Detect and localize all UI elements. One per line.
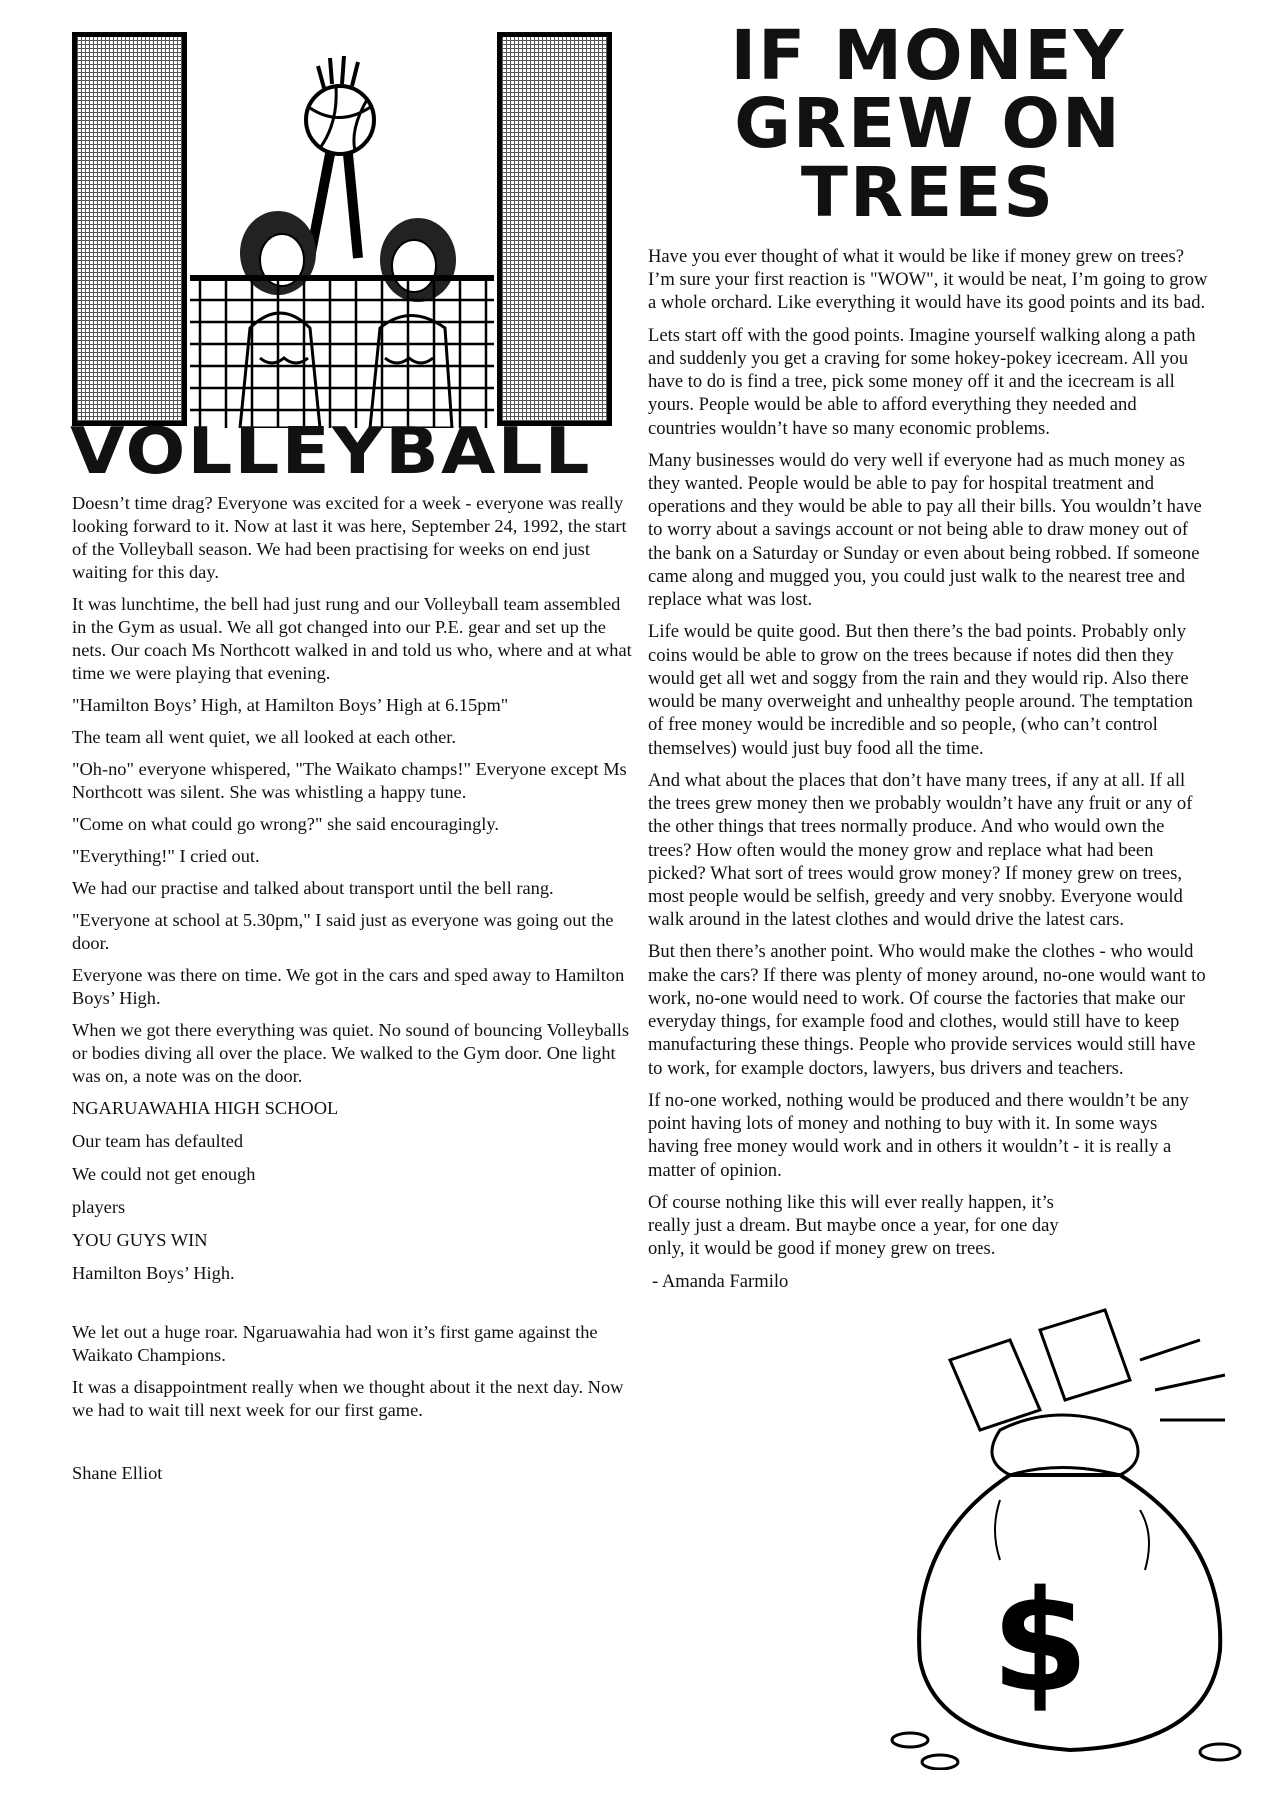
door-note <box>72 1097 632 1285</box>
paragraph: Life would be quite good. But then there’s the bad points. Probably only coins would be able to grow on the trees because if notes did then they would get all wet and soggy from the rain and they would rip. Also there would be many overweight and unhealthy people around. The temptation of free money would be incredible and so people, (who can’t control themselves) would just buy food all the time. <box>648 621 1193 759</box>
volleyball-article <box>72 28 632 1494</box>
paragraph: Have you ever thought of what it would be like if money grew on trees? I’m sure your first reaction is "WOW", it would be neat, I’m going to grow a whole orchard. Like everything it would have its good points and its bad. <box>648 245 1208 314</box>
money-title-line: GREW ON <box>734 84 1122 165</box>
note-line: YOU GUYS WIN <box>72 1230 208 1250</box>
paragraph: It was a disappointment really when we thought about it the next day. Now we had to wait till next week for our first game. <box>72 1377 624 1420</box>
paragraph: "Everything!" I cried out. <box>72 846 260 866</box>
paragraph: The team all went quiet, we all looked at each other. <box>72 727 457 747</box>
paragraph: And what about the places that don’t have many trees, if any at all. If all the trees grew money then we probably wouldn’t have any fruit or any of the other things that trees normally produce. And who would own the trees? How often would the money grow and replace what had been picked? What sort of trees would grow money? If money grew on trees, most people would be selfish, greedy and very snobby. Everyone would walk around in the latest clothes and would drive the latest cars. <box>648 769 1193 931</box>
paragraph: Lets start off with the good points. Imagine yourself walking along a path and suddenly you get a craving for some hokey-pokey icecream. All you have to do is find a tree, pick some money off it and the icecream is all yours. People would be able to afford everything they needed and countries wouldn’t have so many economic problems. <box>648 324 1196 439</box>
paragraph: It was lunchtime, the bell had just rung and our Volleyball team assembled in the Gym as usual. We all got changed into our P.E. gear and set up the nets. Our coach Ms Northcott walked in and told us who, where and at what time we were playing that evening. <box>72 594 632 683</box>
note-line: We could not get enough <box>72 1164 256 1184</box>
paragraph: But then there’s another point. Who would make the clothes - who would make the cars? If there was plenty of money around, no-one would want to work, no-one would need to work. Of course the factories that make our everyday things, for example food and clothes, would still have to keep manufacturing these things. People who provide services would still have to work, for example doctors, lawyers, bus drivers and teachers. <box>648 941 1206 1079</box>
money-title-line: TREES <box>800 152 1056 233</box>
paragraph: Of course nothing like this will ever really happen, it’s really just a dream. But maybe once a year, for one day only, it would be good if money grew on trees. <box>648 1191 1059 1260</box>
volleyball-header-art <box>72 28 612 428</box>
money-author: - Amanda Farmilo <box>652 1270 789 1292</box>
paragraph: "Hamilton Boys’ High, at Hamilton Boys’ High at 6.15pm" <box>72 695 509 715</box>
note-line: NGARUAWAHIA HIGH SCHOOL <box>72 1098 339 1118</box>
paragraph: Everyone was there on time. We got in the cars and sped away to Hamilton Boys’ High. <box>72 965 625 1008</box>
money-article <box>648 16 1208 1302</box>
note-line: players <box>72 1197 126 1217</box>
volleyball-body <box>72 492 632 1088</box>
hatched-panel-right <box>497 32 612 426</box>
note-line: Hamilton Boys’ High. <box>72 1263 235 1283</box>
paragraph: When we got there everything was quiet. No sound of bouncing Volleyballs or bodies diving all over the place. We walked to the Gym door. One light was on, a note was on the door. <box>72 1020 630 1086</box>
hatched-panel-left <box>72 32 187 426</box>
dollar-sign-icon: $ <box>991 1561 1089 1724</box>
money-title-line: IF MONEY <box>730 16 1126 96</box>
paragraph: We let out a huge roar. Ngaruawahia had won it’s first game against the Waikato Champions. <box>72 1322 598 1365</box>
paragraph: If no-one worked, nothing would be produced and there wouldn’t be any point having lots of money and nothing to buy with it. In some ways having free money would work and in others it wouldn’t - it is really a matter of opinion. <box>648 1089 1189 1181</box>
paragraph: "Come on what could go wrong?" she said encouragingly. <box>72 814 500 834</box>
money-title <box>648 16 1208 233</box>
note-line: Our team has defaulted <box>72 1131 244 1151</box>
money-body <box>648 245 1208 1261</box>
paragraph: We had our practise and talked about transport until the bell rang. <box>72 878 554 898</box>
paragraph: "Oh-no" everyone whispered, "The Waikato champs!" Everyone except Ms Northcott was silent. She was whistling a happy tune. <box>72 759 627 802</box>
money-bag-icon <box>890 1300 1260 1770</box>
paragraph: Many businesses would do very well if everyone had as much money as they wanted. People would be able to pay for hospital treatment and operations and they would be able to pay all their bills. You wouldn’t have to worry about a savings account or not being able to draw money out of the bank on a Saturday or Sunday or even about being robbed. If someone came along and mugged you, you could just walk to the nearest tree and replace what was lost. <box>648 449 1202 611</box>
paragraph: Doesn’t time drag? Everyone was excited for a week - everyone was really looking forward to it. Now at last it was here, September 24, 1992, the start of the Volleyball season. We had been practising for weeks on end just waiting for this day. <box>72 493 627 582</box>
paragraph: "Everyone at school at 5.30pm," I said just as everyone was going out the door. <box>72 910 614 953</box>
volleyball-author: Shane Elliot <box>72 1463 163 1483</box>
volleyball-title: VOLLEYBALL <box>70 415 592 489</box>
volleyball-players-icon <box>190 28 494 428</box>
